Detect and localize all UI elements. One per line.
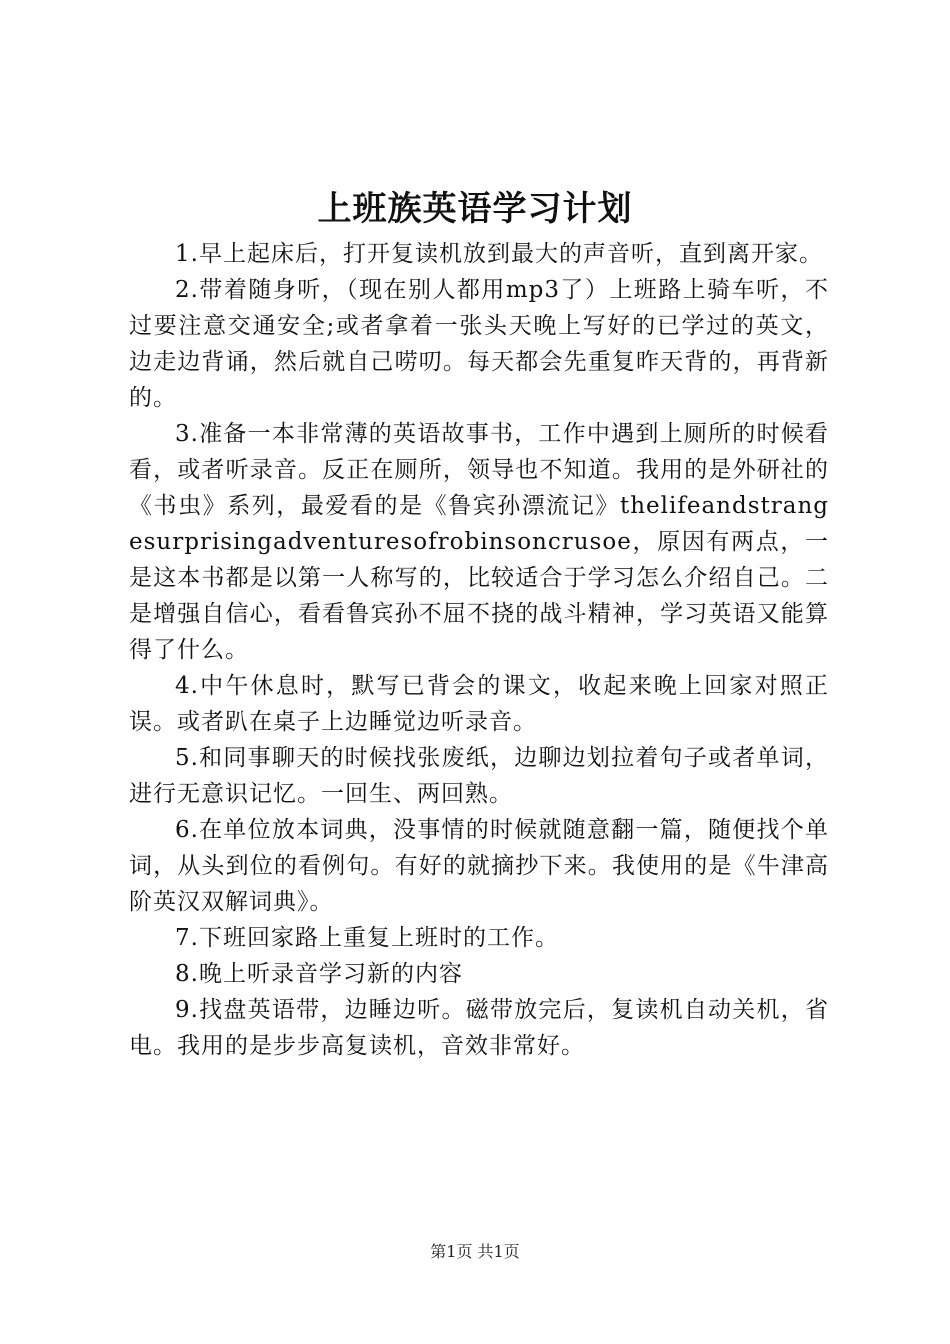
paragraph-1: 1.早上起床后，打开复读机放到最大的声音听，直到离开家。 xyxy=(175,241,823,267)
paragraph-8: 8.晚上听录音学习新的内容 xyxy=(175,961,463,987)
paragraph-9: 9.找盘英语带，边睡边听。磁带放完后，复读机自动关机，省电。我用的是步步高复读机，音效非常好。 xyxy=(129,997,829,1059)
paragraph-5: 5.和同事聊天的时候找张废纸，边聊边划拉着句子或者单词，进行无意识记忆。一回生、两回熟。 xyxy=(129,745,829,807)
document-body xyxy=(129,236,829,1064)
page-number-footer: 第1页 共1页 xyxy=(430,1242,520,1261)
paragraph-7: 7.下班回家路上重复上班时的工作。 xyxy=(175,925,559,951)
paragraph-3: 3.准备一本非常薄的英语故事书，工作中遇到上厕所的时候看看，或者听录音。反正在厕所，领导也不知道。我用的是外研社的《书虫》系列，最爱看的是《鲁宾孙漂流记》thelifeandstrangesurprisingadventuresofrobinsoncrusoe，原因有两点，一是这本书都是以第一人称写的，比较适合于学习怎么介绍自己。二是增强自信心，看看鲁宾孙不屈不挠的战斗精神，学习英语又能算得了什么。 xyxy=(129,421,829,663)
paragraph-6: 6.在单位放本词典，没事情的时候就随意翻一篇，随便找个单词，从头到位的看例句。有好的就摘抄下来。我使用的是《牛津高阶英汉双解词典》。 xyxy=(129,817,829,915)
paragraph-4: 4.中午休息时，默写已背会的课文，收起来晚上回家对照正误。或者趴在桌子上边睡觉边听录音。 xyxy=(129,673,829,735)
paragraph-2: 2.带着随身听，（现在别人都用mp3了）上班路上骑车听，不过要注意交通安全;或者拿着一张头天晚上写好的已学过的英文，边走边背诵，然后就自己唠叨。每天都会先重复昨天背的，再背新的。 xyxy=(129,277,829,411)
document-title: 上班族英语学习计划 xyxy=(317,189,633,229)
